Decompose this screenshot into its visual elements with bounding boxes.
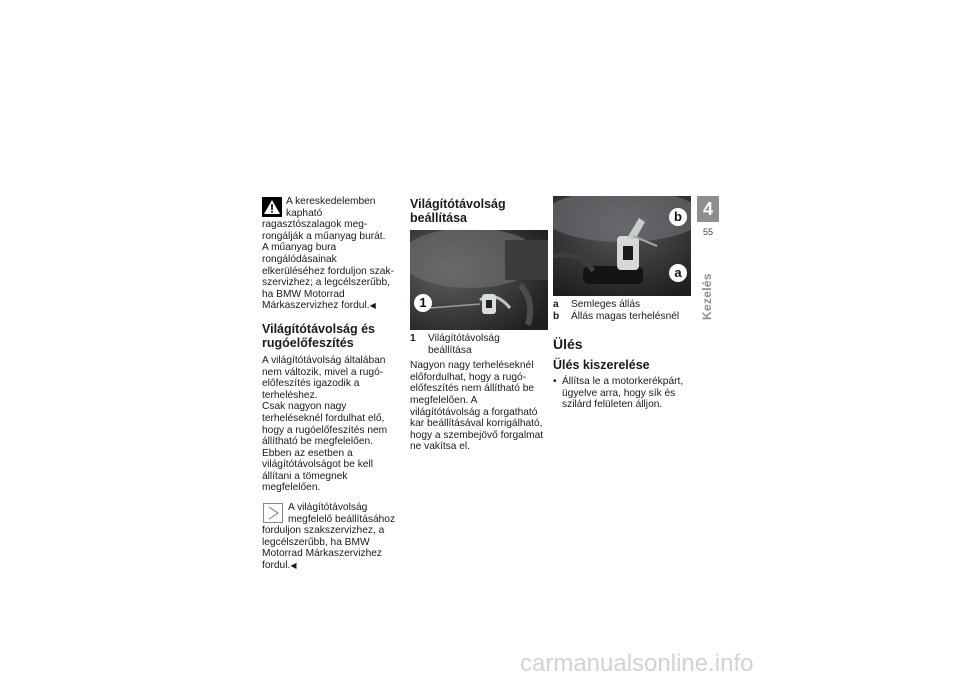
section-heading-headlight-spring: Világítótávolság és rugóelőfeszítés (262, 321, 376, 350)
legend-key: b (553, 310, 560, 322)
column-3 (553, 196, 691, 411)
note-icon (263, 503, 283, 523)
list-item-text: Állítsa le a motorkerékpárt, ügyelve arra, hogy sík és szilárd felületen álljon. (562, 376, 684, 411)
bullet-icon: • (553, 376, 557, 388)
warning-text: A kereskedelemben kapható ragasztószalagok megrongálják a műanyag burát. (262, 196, 386, 242)
callout-a: a (669, 264, 687, 282)
legend-text: Semleges állás (571, 299, 641, 310)
warning-icon (262, 197, 282, 217)
headlight-adjuster-photo (410, 230, 548, 330)
subsection-heading-seat-removal: Ülés kiszerelése (553, 358, 650, 373)
caption-text: Világítótávolság beállítása (428, 333, 500, 356)
page-number: 55 (702, 227, 713, 237)
chapter-number: 4 (697, 196, 719, 222)
legend-key: a (553, 299, 559, 310)
callout-1: 1 (414, 294, 432, 312)
legend-row (553, 311, 691, 323)
end-marker-icon: ◀ (290, 561, 297, 571)
warning-text-2: A műanyag bura rongálódásainak elkerüléséhez forduljon szakszervizhez; a legcélszerűbb, ha BMW Motorrad Márkaszervizhez fordul.◀ (262, 242, 394, 312)
list-item (553, 376, 691, 411)
column-1 (262, 196, 396, 572)
section-heading-seat: Ülés (553, 336, 583, 353)
watermark: carmanualsonline.info (520, 650, 754, 677)
lever-positions-photo (553, 196, 691, 296)
chapter-tab (697, 196, 719, 237)
section-heading-headlight-adjust: Világítótávolság beállítása (410, 197, 506, 225)
note-paragraph (262, 502, 396, 572)
paragraph: A világítótávolság általában nem változik, mivel a rugó-előfeszítés igazodik a terheléshez. (262, 354, 386, 401)
photo-caption (410, 333, 546, 356)
legend-text: Állás magas terhelésnél (571, 310, 680, 322)
end-marker-icon: ◀ (369, 301, 376, 311)
warning-paragraph (262, 196, 396, 242)
caption-key: 1 (410, 333, 416, 344)
column-2 (410, 196, 546, 453)
callout-b: b (669, 208, 687, 226)
note-text: A világítótávolság megfelelő beállításához forduljon szakszervizhez, a legcélszerűbb, ha BMW Motorrad Márkaszervizhez fordul. (262, 502, 396, 572)
chapter-label: Kezelés (700, 273, 714, 320)
headlight-adjuster-illustration (410, 230, 548, 330)
paragraph: Nagyon nagy terheléseknél előfordulhat, hogy a rugó-előfeszítés nem állítható be megfelelően. A világítótávolság a forgatható kar beállításával korrigálható, hogy a szembejövő forgalmat ne vakítsa el. (410, 360, 544, 453)
paragraph: Csak nagyon nagy terheléseknél fordulhat elő, hogy a rugóelőfeszítés nem állítható be megfelelően. Ebben az esetben a világítótávolságot be kell állítani a tömegnek megfelelően. (262, 401, 388, 494)
legend-row (553, 299, 691, 311)
